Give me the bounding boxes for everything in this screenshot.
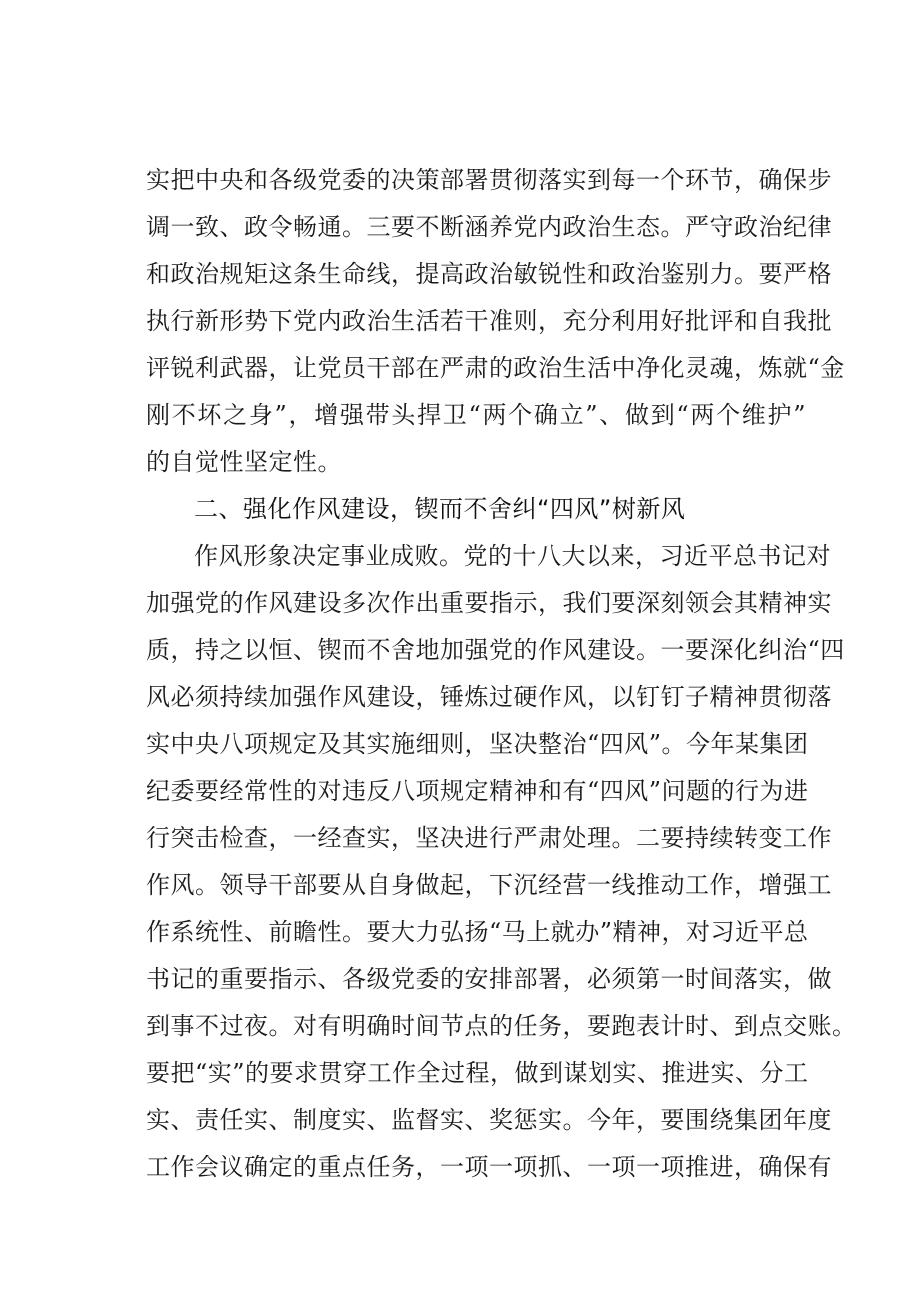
paragraph-line: 实、责任实、制度实、监督实、奖惩实。今年，要围绕集团年度 <box>146 1106 832 1134</box>
section-heading: 二、强化作风建设，锲而不舍纠“四风”树新风 <box>194 495 686 523</box>
paragraph-line: 和政治规矩这条生命线，提高政治敏锐性和政治鉴别力。要严格 <box>146 260 832 288</box>
paragraph-line: 实中央八项规定及其实施细则，坚决整治“四风”。今年某集团 <box>146 730 809 758</box>
paragraph-line: 评锐利武器，让党员干部在严肃的政治生活中净化灵魂，炼就“金 <box>146 354 845 382</box>
paragraph-line: 书记的重要指示、各级党委的安排部署，必须第一时间落实，做 <box>146 965 832 993</box>
paragraph-line: 执行新形势下党内政治生活若干准则，充分利用好批评和自我批 <box>146 307 832 335</box>
paragraph-line: 到事不过夜。对有明确时间节点的任务，要跑表计时、到点交账。 <box>146 1012 857 1040</box>
paragraph-line: 刚不坏之身”，增强带头捍卫“两个确立”、做到“两个维护” <box>146 401 806 429</box>
paragraph-line: 纪委要经常性的对违反八项规定精神和有“四风”问题的行为进 <box>146 777 809 805</box>
paragraph-line: 作系统性、前瞻性。要大力弘扬“马上就办”精神，对习近平总 <box>146 918 809 946</box>
paragraph-line: 工作会议确定的重点任务，一项一项抓、一项一项推进，确保有 <box>146 1153 832 1181</box>
paragraph-line: 加强党的作风建设多次作出重要指示，我们要深刻领会其精神实 <box>146 589 832 617</box>
paragraph-line: 作风形象决定事业成败。党的十八大以来，习近平总书记对 <box>194 542 831 570</box>
paragraph-line: 要把“实”的要求贯穿工作全过程，做到谋划实、推进实、分工 <box>146 1059 809 1087</box>
paragraph-line: 行突击检查，一经查实，坚决进行严肃处理。二要持续转变工作 <box>146 824 832 852</box>
paragraph-line: 实把中央和各级党委的决策部署贯彻落实到每一个环节，确保步 <box>146 166 832 194</box>
paragraph-line: 质，持之以恒、锲而不舍地加强党的作风建设。一要深化纠治“四 <box>146 636 845 664</box>
paragraph-line: 作风。领导干部要从自身做起，下沉经营一线推动工作，增强工 <box>146 871 832 899</box>
paragraph-line: 调一致、政令畅通。三要不断涵养党内政治生态。严守政治纪律 <box>146 213 832 241</box>
paragraph-line: 的自觉性坚定性。 <box>146 448 342 476</box>
paragraph-line: 风必须持续加强作风建设，锤炼过硬作风，以钉钉子精神贯彻落 <box>146 683 832 711</box>
